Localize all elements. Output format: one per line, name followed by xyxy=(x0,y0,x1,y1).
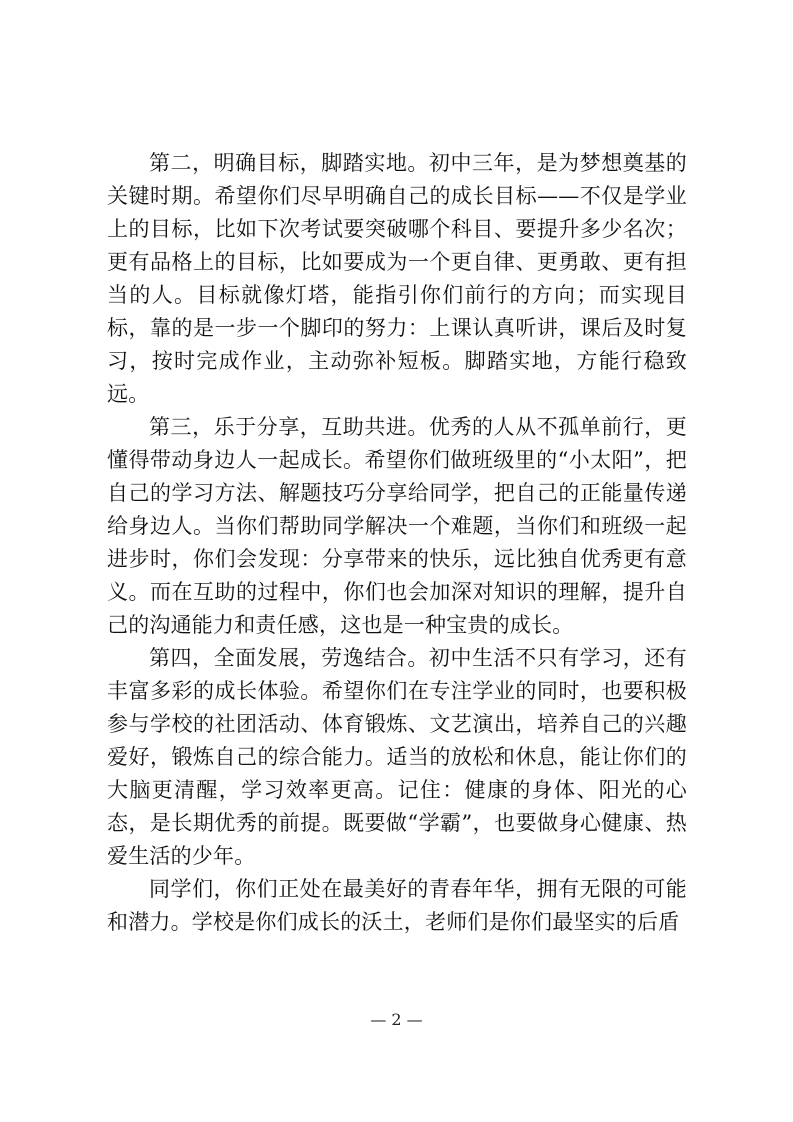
paragraph-development: 第四，全面发展，劳逸结合。初中生活不只有学习，还有丰富多彩的成长体验。希望你们在专注学业的同时，也要积极参与学校的社团活动、体育锻炼、文艺演出，培养自己的兴趣爱好，锻炼自己的综合能力。适当的放松和休息，能让你们的大脑更清醒，学习效率更高。记住：健康的身体、阳光的心态，是长期优秀的前提。既要做“学霸”，也要做身心健康、热爱生活的少年。 xyxy=(107,646,687,868)
paragraph-sharing: 第三，乐于分享，互助共进。优秀的人从不孤单前行，更懂得带动身边人一起成长。希望你们做班级里的“小太阳”，把自己的学习方法、解题技巧分享给同学，把自己的正能量传递给身边人。当你们帮助同学解决一个难题，当你们和班级一起进步时，你们会发现：分享带来的快乐，远比独自优秀更有意义。而在互助的过程中，你们也会加深对知识的理解，提升自己的沟通能力和责任感，这也是一种宝贵的成长。 xyxy=(107,415,687,637)
paragraph-closing: 同学们，你们正处在最美好的青春年华，拥有无限的可能和潜力。学校是你们成长的沃土，老师们是你们最坚实的后盾 xyxy=(107,877,687,934)
page-number: — 2 — xyxy=(370,1010,423,1029)
body-text xyxy=(107,147,687,939)
paragraph-goals: 第二，明确目标，脚踏实地。初中三年，是为梦想奠基的关键时期。希望你们尽早明确自己的成长目标——不仅是学业上的目标，比如下次考试要突破哪个科目、要提升多少名次；更有品格上的目标，比如要成为一个更自律、更勇敢、更有担当的人。目标就像灯塔，能指引你们前行的方向；而实现目标，靠的是一步一个脚印的努力：上课认真听讲，课后及时复习，按时完成作业，主动弥补短板。脚踏实地，方能行稳致远。 xyxy=(107,151,687,406)
